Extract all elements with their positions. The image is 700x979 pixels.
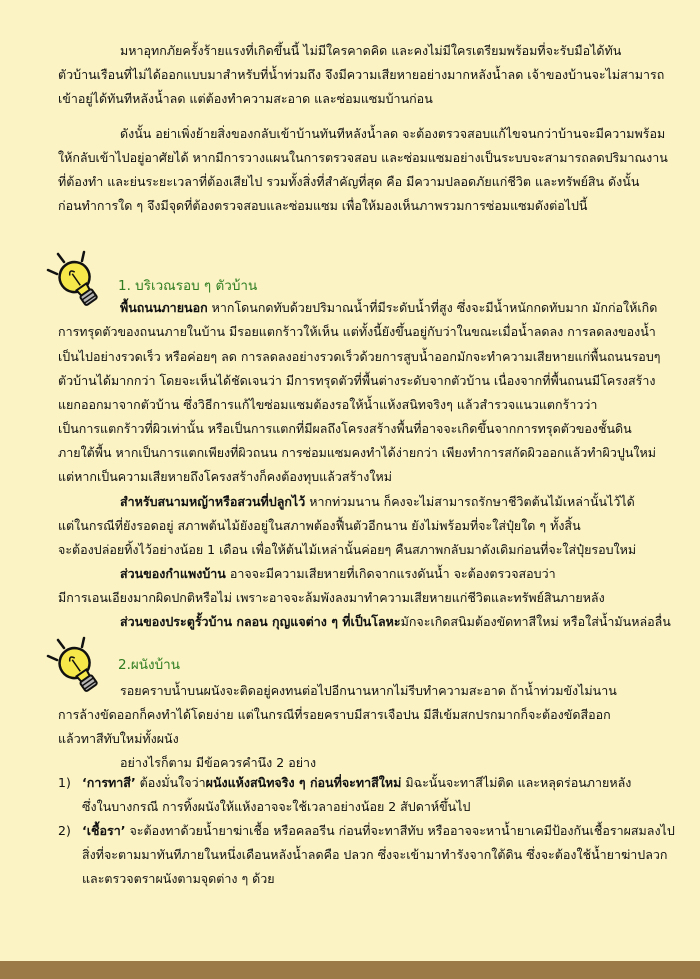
- section-1-p4-first-rest: มักจะเกิดสนิมต้องขัดทาสีใหม่ หรือใส่น้ำมันหล่อลื่น: [400, 614, 671, 629]
- intro-line-1: มหาอุทกภัยครั้งร้ายแรงที่เกิดขึ้นนี้ ไม่มีใครคาดคิด และคงไม่มีใครเตรียมพร้อมที่จะรับมือได้ทัน: [120, 43, 622, 58]
- section-1-p1-line-8: แต่หากเป็นความเสียหายถึงโครงสร้างก็คงต้องทุบแล้วสร้างใหม่: [58, 469, 392, 484]
- section-1-p1-line-2: การทรุดตัวของถนนภายในบ้าน มีรอยแตกร้าวให้เห็น แต่ทั้งนี้ยังขึ้นอยู่กับว่าในขณะเมื่อน้ำลดลง การลดลงของน้ำ: [58, 324, 656, 339]
- section-1-p2-line-1: [120, 494, 635, 510]
- section-1-heading: 1. บริเวณรอบ ๆ ตัวบ้าน: [118, 278, 258, 294]
- list-item-1-rest: มิฉะนั้นจะทาสีไม่ติด และหลุดร่อนภายหลัง: [401, 775, 632, 790]
- list-item-2-rest: จะต้องทาด้วยน้ำยาฆ่าเชื้อ หรือคลอรีน ก่อนที่จะทาสีทับ หรืออาจจะหาน้ำยาเคมีป้องกันเชื้อราผสมลงไป: [125, 823, 675, 838]
- intro-p2-line-2: ให้กลับเข้าไปอยู่อาศัยได้ หากมีการวางแผนในการตรวจสอบ และซ่อมแซมอย่างเป็นระบบจะสามารถลดปริมาณงาน: [58, 150, 668, 165]
- list-item-1-bold-1: ‘การทาสี’: [82, 775, 136, 790]
- intro-p2-line-3: ที่ต้องทำ และย่นระยะเวลาที่ต้องเสียไป รวมทั้งสิ่งที่สำคัญที่สุด คือ มีความปลอดภัยแก่ชีวิต และทรัพย์สิน ดังนั้น: [58, 174, 640, 189]
- section-2-p1-line-3: แล้วทาสีทับใหม่ทั้งผนัง: [58, 731, 179, 746]
- section-2-p1-line-2: การล้างขัดออกก็คงทำได้โดยง่าย แต่ในกรณีที่รอยคราบมีสารเจือปน มีสีเข้มสกปรกมากก็จะต้องขัดสีออก: [58, 707, 611, 722]
- section-1-p1-bold: พื้นถนนภายนอก: [120, 300, 208, 315]
- list-item-1-number: 1): [58, 775, 71, 790]
- intro-line-2: ตัวบ้านเรือนที่ไม่ได้ออกแบบมาสำหรับที่น้ำท่วมถึง จึงมีความเสียหายอย่างมากหลังน้ำลด เจ้าของบ้านจะไม่สามารถ: [58, 67, 665, 82]
- section-1-p3-bold: ส่วนของกำแพงบ้าน: [120, 566, 226, 581]
- section-1-p4-bold: ส่วนของประตูรั้วบ้าน กลอน กุญแจต่าง ๆ ที่เป็นโลหะ: [120, 614, 401, 629]
- section-1-p3-line-1: [120, 566, 556, 582]
- list-item-1-mid: ต้องมั่นใจว่า: [135, 775, 206, 790]
- section-1-p4-line-1: [120, 614, 671, 630]
- lightbulb-icon: [44, 636, 114, 698]
- section-1-p3-line-2: มีการเอนเอียงมากผิดปกติหรือไม่ เพราะอาจจะล้มพังลงมาทำความเสียหายแก่ชีวิตและทรัพย์สินภายหลัง: [58, 590, 605, 605]
- section-1-p3-first-rest: อาจจะมีความเสียหายที่เกิดจากแรงดันน้ำ จะต้องตรวจสอบว่า: [225, 566, 556, 581]
- list-item-2-bold-1: ‘เชื้อรา’: [82, 823, 126, 838]
- intro-line-3: เข้าอยู่ได้ทันทีหลังน้ำลด แต่ต้องทำความสะอาด และซ่อมแซมบ้านก่อน: [58, 91, 433, 106]
- section-1-p1-first-rest: หากโดนกดทับด้วยปริมาณน้ำที่มีระดับน้ำที่สูง ซึ่งจะมีน้ำหนักกดทับมาก มักก่อให้เกิด: [207, 300, 658, 315]
- section-1-p2-line-3: จะต้องปล่อยทิ้งไว้อย่างน้อย 1 เดือน เพื่อให้ต้นไม้เหล่านั้นค่อยๆ คืนสภาพกลับมาดังเดิมก่อนที่จะใส่ปุ๋ยรอบใหม่: [58, 542, 637, 557]
- list-item-1-line-1: [82, 775, 631, 791]
- intro-p2-line-1: ดังนั้น อย่าเพิ่งย้ายสิ่งของกลับเข้าบ้านทันทีหลังน้ำลด จะต้องตรวจสอบแก้ไขจนกว่าบ้านจะมีความพร้อม: [120, 126, 666, 141]
- section-2-heading: 2.ผนังบ้าน: [118, 657, 180, 673]
- section-1-p1-line-6: เป็นการแตกร้าวที่ผิวเท่านั้น หรือเป็นการแตกที่มีผลถึงโครงสร้างพื้นที่อาจจะเกิดขึ้นจากการทรุดตัวของชั้นดิน: [58, 421, 632, 436]
- section-1-p1-line-4: ตัวบ้านได้มากกว่า โดยจะเห็นได้ชัดเจนว่า มีการทรุดตัวที่พื้นต่างระดับจากตัวบ้าน เนื่องจากที่พื้นถนนมีโครงสร้าง: [58, 373, 656, 388]
- section-1-p1-line-1: [120, 300, 657, 316]
- list-item-2-line-3: และตรวจตราผนังตามจุดต่าง ๆ ด้วย: [82, 871, 275, 886]
- list-item-2-line-1: [82, 823, 675, 839]
- section-2-p2: อย่างไรก็ตาม มีข้อควรคำนึง 2 อย่าง: [120, 755, 317, 770]
- section-1-p1-line-5: แยกออกมาจากตัวบ้าน ซึ่งวิธีการแก้ไขซ่อมแซมต้องรอให้น้ำแห้งสนิทจริงๆ แล้วสำรวจแนวแตกร้าวว่า: [58, 397, 598, 412]
- section-1-p2-line-2: แต่ในกรณีที่ยังรอดอยู่ สภาพต้นไม้ยังอยู่ในสภาพต้องฟื้นตัวอีกนาน ยังไม่พร้อมที่จะใส่ปุ๋ยใด ๆ ทั้งสิ้น: [58, 518, 581, 533]
- section-1-p2-bold: สำหรับสนามหญ้าหรือสวนที่ปลูกไว้: [120, 494, 306, 509]
- list-item-1-line-2: ซึ่งในบางกรณี การทิ้งผนังให้แห้งอาจจะใช้เวลาอย่างน้อย 2 สัปดาห์ขึ้นไป: [82, 799, 471, 814]
- list-item-2-line-2: สิ่งที่จะตามมาทันทีภายในหนึ่งเดือนหลังน้ำลดคือ ปลวก ซึ่งจะเข้ามาทำรังจากใต้ดิน ซึ่งจะต้องใช้น้ำยาฆ่าปลวก: [82, 847, 668, 862]
- section-1-p1-line-3: เป็นไปอย่างรวดเร็ว หรือค่อยๆ ลด การลดลงอย่างรวดเร็วด้วยการสูบน้ำออกมักจะทำความเสียหายแก่พื้นถนนรอบๆ: [58, 349, 661, 364]
- list-item-2-number: 2): [58, 823, 71, 838]
- list-item-1-bold-2: ผนังแห้งสนิทจริง ๆ ก่อนที่จะทาสีใหม่: [205, 775, 402, 790]
- intro-p2-line-4: ก่อนทำการใด ๆ จึงมีจุดที่ต้องตรวจสอบและซ่อมแซม เพื่อให้มองเห็นภาพรวมการซ่อมแซมดังต่อไปนี้: [58, 198, 588, 213]
- lightbulb-icon: [44, 250, 114, 312]
- section-1-p1-line-7: ภายใต้พื้น หากเป็นการแตกเพียงที่ผิวถนน การซ่อมแซมคงทำได้ง่ายกว่า เพียงทำการสกัดผิวออกแล้วทำผิวปูนใหม่: [58, 445, 656, 460]
- section-2-p1-line-1: รอยคราบน้ำบนผนังจะติดอยู่คงทนต่อไปอีกนานหากไม่รีบทำความสะอาด ถ้าน้ำท่วมขังไม่นาน: [120, 683, 617, 698]
- footer-bar: [0, 961, 700, 979]
- section-1-p2-first-rest: หากท่วมนาน ก็คงจะไม่สามารถรักษาชีวิตต้นไม้เหล่านั้นไว้ได้: [305, 494, 635, 509]
